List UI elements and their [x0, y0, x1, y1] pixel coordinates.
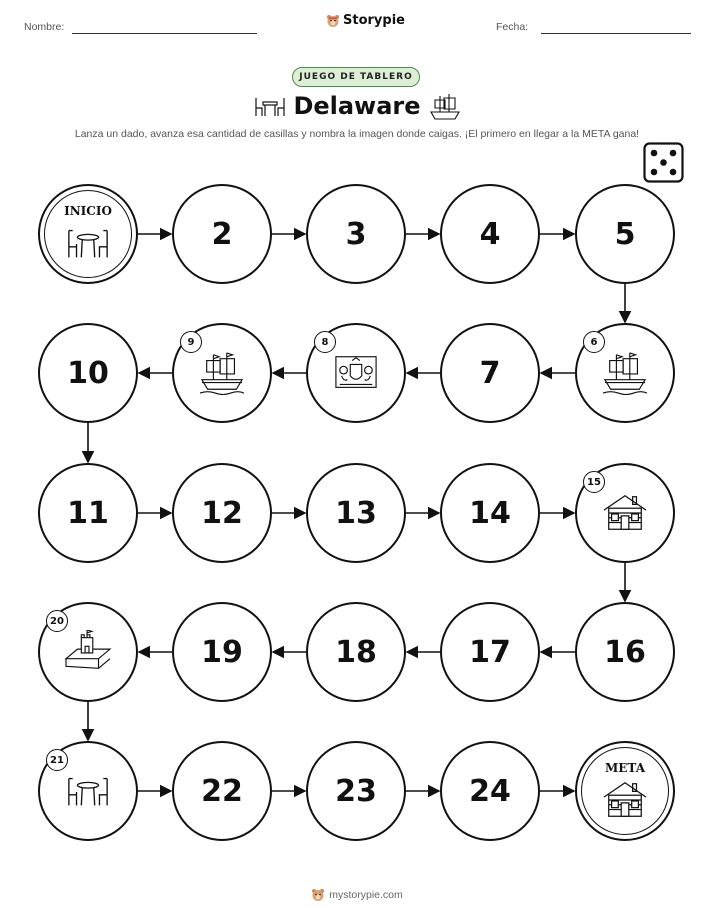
space-number: 24 [469, 773, 511, 809]
space-number: 19 [201, 634, 243, 670]
table-chairs-icon [63, 769, 113, 813]
space-number-tag: 21 [46, 749, 68, 771]
board-space-7 [440, 323, 540, 423]
space-number: 10 [67, 355, 109, 391]
ship-icon [600, 351, 650, 395]
board-space-24 [440, 741, 540, 841]
space-caption: META [604, 761, 645, 775]
board-space-17 [440, 602, 540, 702]
space-number: 3 [345, 216, 367, 252]
board-space-15 [575, 463, 675, 563]
space-number: 12 [201, 495, 243, 531]
board-space-22 [172, 741, 272, 841]
space-number: 4 [479, 216, 501, 252]
page-title: Delaware [293, 92, 421, 120]
brand-name: Storypie [343, 13, 405, 28]
board-space-13 [306, 463, 406, 563]
board-space-19 [172, 602, 272, 702]
log-cabin-icon [600, 778, 650, 822]
space-number: 17 [469, 634, 511, 670]
footer [0, 888, 714, 902]
board-space-20 [38, 602, 138, 702]
space-number: 14 [469, 495, 511, 531]
space-number: 23 [335, 773, 377, 809]
ship-icon [197, 351, 247, 395]
space-number-tag: 9 [180, 331, 202, 353]
board-space-11 [38, 463, 138, 563]
board-space-16 [575, 602, 675, 702]
board-space-12 [172, 463, 272, 563]
space-number-tag: 15 [583, 471, 605, 493]
table-chairs-icon [63, 221, 113, 265]
space-number-tag: 6 [583, 331, 605, 353]
coat-of-arms-icon [331, 351, 381, 395]
space-number: 22 [201, 773, 243, 809]
fort-icon [63, 630, 113, 674]
space-number: 5 [614, 216, 636, 252]
space-caption: INICIO [64, 204, 112, 218]
date-label: Fecha: [496, 21, 529, 33]
space-number-tag: 20 [46, 610, 68, 632]
board-space-1 [38, 184, 138, 284]
board-space-2 [172, 184, 272, 284]
space-number: 16 [604, 634, 646, 670]
board-space-9 [172, 323, 272, 423]
board-space-6 [575, 323, 675, 423]
board-space-3 [306, 184, 406, 284]
board-space-23 [306, 741, 406, 841]
game-type-badge: JUEGO DE TABLERO [292, 67, 420, 87]
space-number: 7 [479, 355, 501, 391]
name-label: Nombre: [24, 21, 65, 33]
board-space-21 [38, 741, 138, 841]
footer-url: mystorypie.com [329, 889, 403, 901]
log-cabin-icon [600, 491, 650, 535]
space-number: 2 [211, 216, 233, 252]
board-space-8 [306, 323, 406, 423]
board-space-5 [575, 184, 675, 284]
board-space-18 [306, 602, 406, 702]
space-number-tag: 8 [314, 331, 336, 353]
space-number: 18 [335, 634, 377, 670]
bear-icon [311, 888, 325, 902]
instructions: Lanza un dado, avanza esa cantidad de casillas y nombra la imagen donde caigas. ¡El primero en llegar a la META gana! [74, 128, 640, 140]
board-space-25 [575, 741, 675, 841]
board-space-4 [440, 184, 540, 284]
space-number: 13 [335, 495, 377, 531]
board-space-10 [38, 323, 138, 423]
space-number: 11 [67, 495, 109, 531]
board-space-14 [440, 463, 540, 563]
